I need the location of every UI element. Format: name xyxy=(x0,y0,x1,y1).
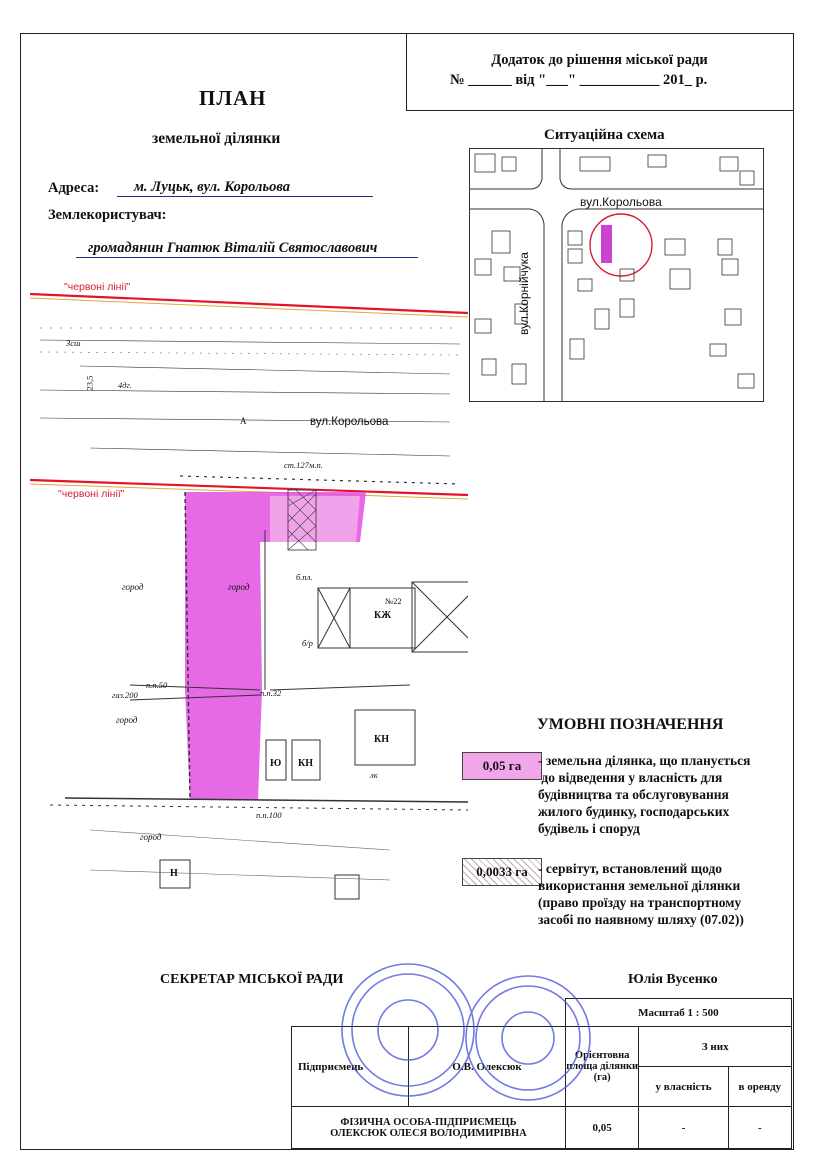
garden-label-4: город xyxy=(140,832,162,842)
red-line-label-1: "червоні лінії" xyxy=(64,281,131,293)
attachment-line-1: Додаток до рішення міської ради xyxy=(491,52,708,68)
scale-cell: Масштаб 1 : 500 xyxy=(565,999,791,1027)
secretary-label: СЕКРЕТАР МІСЬКОЇ РАДИ xyxy=(160,972,344,987)
user-label: Землекористувач: xyxy=(48,207,167,223)
num-23-label: 23,5 xyxy=(84,375,95,391)
garden-label-1: город xyxy=(122,582,144,592)
kn-label: КН xyxy=(374,734,390,745)
secretary-name: Юлія Вусенко xyxy=(628,972,718,987)
legend-area-line-5: будівель і споруд xyxy=(538,821,640,836)
enterprise-name: О.В. Олексюк xyxy=(409,1027,566,1107)
legend-servitude-line-2: використання земельної ділянки xyxy=(538,878,741,893)
legend-servitude-text xyxy=(538,860,744,928)
b-pl-label: б.пл. xyxy=(296,572,313,582)
house-number: №22 xyxy=(385,596,402,606)
situation-map xyxy=(470,149,763,401)
gaz-label: газ.200 xyxy=(112,690,138,700)
bar-label: б/р xyxy=(302,638,313,648)
own-value: - xyxy=(639,1107,728,1149)
legend-title: УМОВНІ ПОЗНАЧЕННЯ xyxy=(537,716,724,733)
legend-area-line-3: будівництва та обслуговування xyxy=(538,787,729,802)
legend-area-line-4: жилого будинку, господарських xyxy=(538,804,730,819)
sht-label: ст.127м.п. xyxy=(284,460,323,470)
situation-scheme xyxy=(469,148,764,402)
page-title: ПЛАН xyxy=(199,86,267,110)
red-line-label-2: "червоні лінії" xyxy=(58,488,125,500)
kn-label-2: КН xyxy=(298,758,314,769)
situation-street-2: вул.Корнійчука xyxy=(517,252,531,335)
situation-street-1: вул.Корольова xyxy=(580,195,662,209)
street-label: вул.Корольова xyxy=(310,416,389,428)
company-line-1: ФІЗИЧНА ОСОБА-ПІДПРИЄМЕЦЬ xyxy=(340,1116,517,1128)
legend-area-line-2: до відведення у власність для xyxy=(538,770,723,785)
area-value: 0,05 xyxy=(565,1107,639,1149)
legend-servitude-line-4: засобі по наявному шляху (07.02)) xyxy=(538,912,744,927)
seal-graphic xyxy=(338,950,598,1120)
pp32-label: п.п.32 xyxy=(260,688,282,698)
garden-label-2: город xyxy=(228,582,250,592)
yu-label: Ю xyxy=(270,758,282,769)
company-line-2: ОЛЕКСЮК ОЛЕСЯ ВОЛОДИМИРІВНА xyxy=(330,1127,527,1139)
pp100-label: п.п.100 xyxy=(256,810,282,820)
legend-servitude-box: 0,0033 га xyxy=(462,858,542,886)
legend-area-text xyxy=(538,752,750,837)
a-label: А xyxy=(240,416,247,426)
of-them-head: З них xyxy=(639,1027,792,1067)
page-subtitle: земельної ділянки xyxy=(152,130,281,147)
situation-title: Ситуаційна схема xyxy=(544,127,665,143)
legend-area-box: 0,05 га xyxy=(462,752,542,780)
pp50-label: п.п.50 xyxy=(146,680,168,690)
ndr-label: 4дг. xyxy=(118,380,132,390)
garden-label-3: город xyxy=(116,715,138,725)
area-head: Орієнтовна площа ділянки (га) xyxy=(565,1027,639,1107)
lk-label: лк xyxy=(370,770,378,780)
attachment-line-2: № ______ від "___" ___________ 201_ р. xyxy=(450,72,708,88)
legend-servitude-line-3: (право проїзду на транспортному xyxy=(538,895,742,910)
own-head: у власність xyxy=(639,1067,728,1107)
lease-value: - xyxy=(728,1107,791,1149)
lease-head: в оренду xyxy=(728,1067,791,1107)
kzh-label: КЖ xyxy=(374,610,392,621)
address-value: м. Луцьк, вул. Корольова xyxy=(117,179,373,197)
enterprise-label: Підприємець xyxy=(292,1027,409,1107)
legend-area-line-1: - земельна ділянка, що планується xyxy=(538,753,751,768)
sk-label: Зсш xyxy=(66,338,81,348)
plan-drawing xyxy=(30,270,468,910)
user-value: громадянин Гнатюк Віталій Святославович xyxy=(76,240,418,258)
legend-servitude-line-1: - сервітут, встановлений щодо xyxy=(538,861,723,876)
n-label: Н xyxy=(170,868,178,879)
address-label: Адреса: xyxy=(48,180,100,196)
